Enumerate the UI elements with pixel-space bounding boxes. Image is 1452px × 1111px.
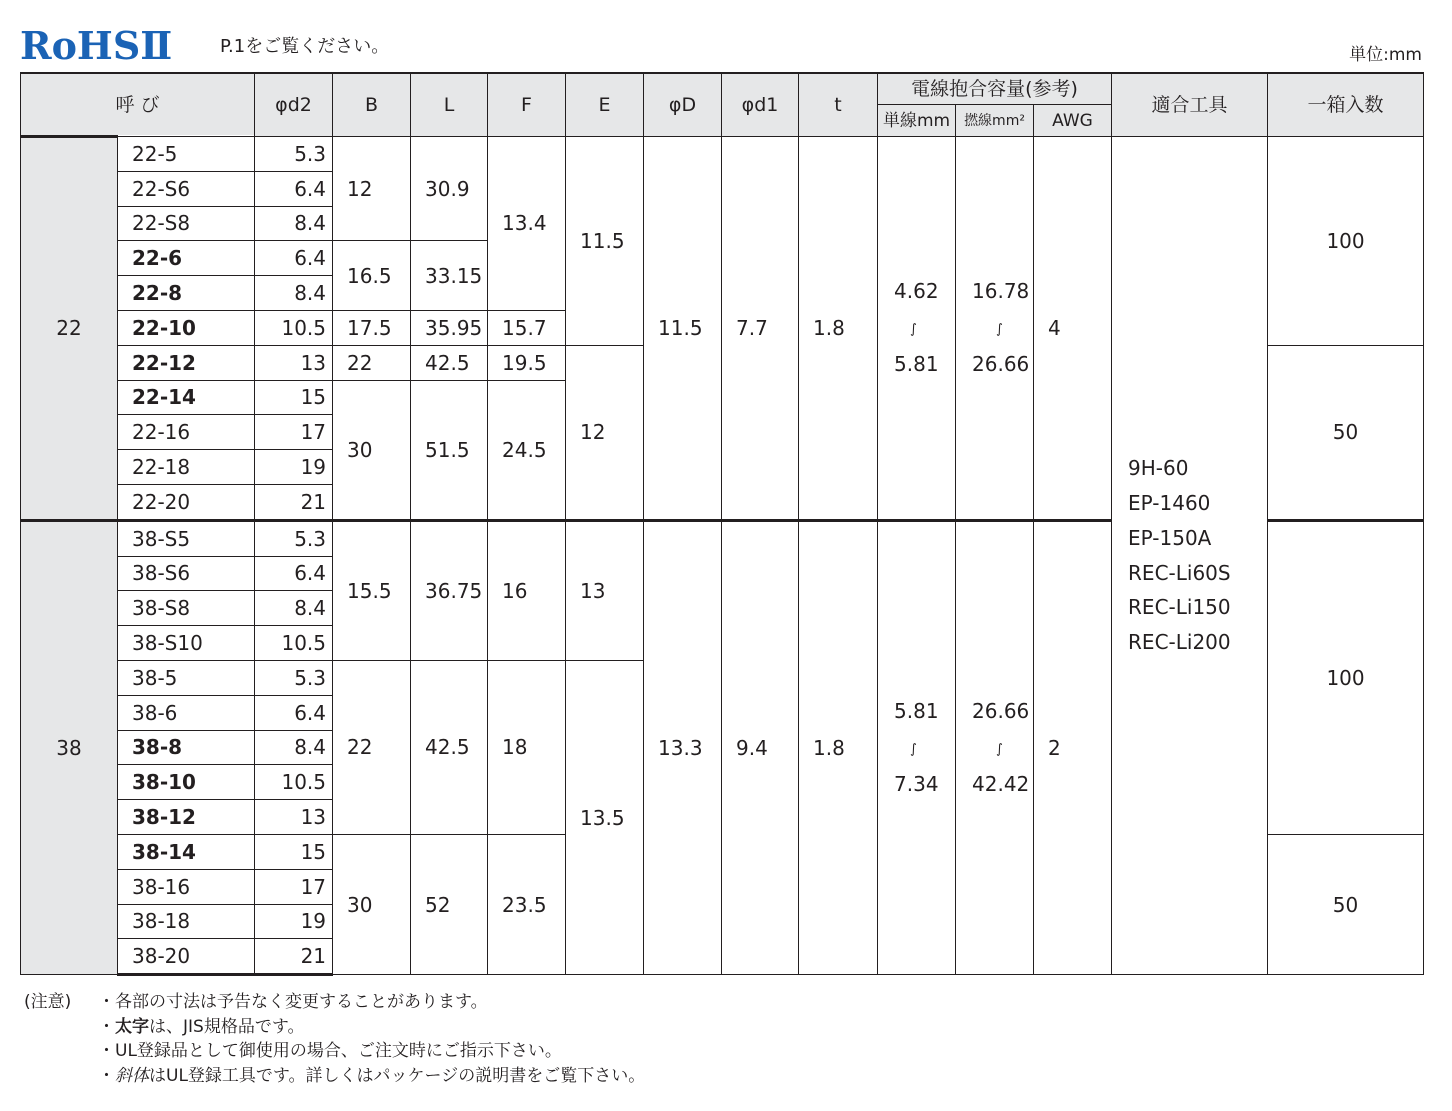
d2-value: 6.4 xyxy=(255,241,333,276)
t-value: 1.8 xyxy=(799,137,878,521)
size-name: 22-14 xyxy=(118,380,255,415)
size-name: 38-12 xyxy=(118,800,255,835)
size-name: 38-14 xyxy=(118,834,255,869)
size-name: 22-8 xyxy=(118,276,255,311)
notes-label: (注意) xyxy=(24,992,72,1012)
range-mark: ∫ xyxy=(910,321,917,337)
e-value: 12 xyxy=(566,345,644,520)
note-bold-word: 太字 xyxy=(115,1016,149,1037)
l-value: 51.5 xyxy=(411,380,488,520)
stranded-wire-range xyxy=(956,137,1034,521)
e-value: 13.5 xyxy=(566,660,644,974)
dd-value: 13.3 xyxy=(644,520,722,974)
stranded-wire-range xyxy=(956,520,1034,974)
l-value: 30.9 xyxy=(411,137,488,241)
single-wire-range xyxy=(878,137,956,521)
header-dd: φD xyxy=(644,73,722,137)
size-name: 38-20 xyxy=(118,939,255,975)
b-value: 22 xyxy=(333,345,411,380)
box-qty: 50 xyxy=(1268,345,1424,520)
size-name: 22-12 xyxy=(118,345,255,380)
d2-value: 17 xyxy=(255,869,333,904)
size-name: 22-16 xyxy=(118,415,255,450)
size-name: 22-6 xyxy=(118,241,255,276)
l-value: 42.5 xyxy=(411,660,488,834)
d2-value: 21 xyxy=(255,939,333,975)
tool-item: 9H-60 xyxy=(1128,456,1189,481)
header-f: F xyxy=(488,73,566,137)
size-group-22: 22 xyxy=(21,137,118,521)
box-qty: 50 xyxy=(1268,834,1424,974)
b-value: 30 xyxy=(333,380,411,520)
stranded-min: 16.78 xyxy=(972,278,1030,303)
header-wire-capacity: 電線抱合容量(参考) xyxy=(878,73,1112,105)
tool-item: REC-Li200 xyxy=(1128,629,1231,654)
size-name: 38-10 xyxy=(118,765,255,800)
table-row xyxy=(21,137,1424,172)
f-value: 23.5 xyxy=(488,834,566,974)
tool-item: EP-1460 xyxy=(1128,491,1211,516)
header-row-1 xyxy=(21,73,1424,105)
d2-value: 6.4 xyxy=(255,171,333,206)
size-name: 38-S6 xyxy=(118,556,255,591)
tool-item: EP-150A xyxy=(1128,525,1212,550)
t-value: 1.8 xyxy=(799,520,878,974)
note-line xyxy=(98,1015,645,1040)
size-name: 38-6 xyxy=(118,695,255,730)
notes-lines xyxy=(98,990,645,1088)
tool-item: REC-Li150 xyxy=(1128,595,1231,620)
awg-value: 2 xyxy=(1034,520,1112,974)
b-value: 17.5 xyxy=(333,310,411,345)
header-awg: AWG xyxy=(1034,105,1112,137)
d2-value: 21 xyxy=(255,484,333,520)
size-name: 38-5 xyxy=(118,660,255,695)
f-value: 24.5 xyxy=(488,380,566,520)
single-min: 5.81 xyxy=(894,698,939,723)
size-name: 22-20 xyxy=(118,484,255,520)
single-max: 5.81 xyxy=(894,352,939,377)
note-italic-word: 斜体 xyxy=(115,1065,149,1086)
header-t: t xyxy=(799,73,878,137)
size-name: 22-18 xyxy=(118,450,255,485)
size-name: 22-5 xyxy=(118,137,255,172)
size-name: 38-18 xyxy=(118,904,255,939)
note-line: ・UL登録品として御使用の場合、ご注文時にご指示下さい。 xyxy=(98,1041,562,1061)
l-value: 52 xyxy=(411,834,488,974)
b-value: 30 xyxy=(333,834,411,974)
d2-value: 17 xyxy=(255,415,333,450)
note-line xyxy=(98,1064,645,1089)
box-qty: 100 xyxy=(1268,137,1424,346)
d2-value: 19 xyxy=(255,904,333,939)
d2-value: 15 xyxy=(255,834,333,869)
size-name: 22-S8 xyxy=(118,206,255,241)
header-stranded-wire: 撚線mm² xyxy=(956,105,1034,137)
b-value: 16.5 xyxy=(333,241,411,311)
page-header xyxy=(20,20,1422,70)
d2-value: 6.4 xyxy=(255,556,333,591)
d2-value: 10.5 xyxy=(255,626,333,661)
size-name: 38-8 xyxy=(118,730,255,765)
d2-value: 10.5 xyxy=(255,765,333,800)
l-value: 36.75 xyxy=(411,520,488,660)
note-text: はUL登録工具です。詳しくはパッケージの説明書をご覧下さい。 xyxy=(149,1065,646,1086)
note-text: は、JIS規格品です。 xyxy=(149,1016,305,1037)
f-value: 13.4 xyxy=(488,137,566,311)
stranded-min: 26.66 xyxy=(972,698,1030,723)
size-name: 22-10 xyxy=(118,310,255,345)
d2-value: 15 xyxy=(255,380,333,415)
d2-value: 5.3 xyxy=(255,660,333,695)
dd-value: 11.5 xyxy=(644,137,722,521)
e-value: 11.5 xyxy=(566,137,644,346)
d1-value: 7.7 xyxy=(722,137,799,521)
size-group-38: 38 xyxy=(21,520,118,974)
header-d1: φd1 xyxy=(722,73,799,137)
d2-value: 19 xyxy=(255,450,333,485)
d2-value: 8.4 xyxy=(255,206,333,241)
size-name: 38-S10 xyxy=(118,626,255,661)
d2-value: 13 xyxy=(255,800,333,835)
header-tools: 適合工具 xyxy=(1112,73,1268,137)
range-mark: ∫ xyxy=(910,741,917,757)
l-value: 35.95 xyxy=(411,310,488,345)
e-value: 13 xyxy=(566,520,644,660)
l-value: 42.5 xyxy=(411,345,488,380)
d2-value: 8.4 xyxy=(255,276,333,311)
d1-value: 9.4 xyxy=(722,520,799,974)
b-value: 15.5 xyxy=(333,520,411,660)
range-mark: ∫ xyxy=(996,321,1003,337)
single-max: 7.34 xyxy=(894,772,939,797)
rohs-logo: RoHSⅡ xyxy=(20,23,173,68)
stranded-max: 26.66 xyxy=(972,352,1030,377)
header-box-qty: 一箱入数 xyxy=(1268,73,1424,137)
l-value: 33.15 xyxy=(411,241,488,311)
header-d2: φd2 xyxy=(255,73,333,137)
d2-value: 13 xyxy=(255,345,333,380)
box-qty: 100 xyxy=(1268,520,1424,834)
unit-label: 単位:mm xyxy=(1349,45,1422,65)
f-value: 15.7 xyxy=(488,310,566,345)
header-size: 呼 び xyxy=(21,73,255,137)
d2-value: 10.5 xyxy=(255,310,333,345)
f-value: 19.5 xyxy=(488,345,566,380)
b-value: 12 xyxy=(333,137,411,241)
d2-value: 6.4 xyxy=(255,695,333,730)
note-prefix: ・ xyxy=(98,1016,115,1037)
header-l: L xyxy=(411,73,488,137)
size-name: 38-S8 xyxy=(118,591,255,626)
d2-value: 5.3 xyxy=(255,137,333,172)
single-wire-range xyxy=(878,520,956,974)
awg-value: 4 xyxy=(1034,137,1112,521)
f-value: 16 xyxy=(488,520,566,660)
b-value: 22 xyxy=(333,660,411,834)
f-value: 18 xyxy=(488,660,566,834)
d2-value: 8.4 xyxy=(255,591,333,626)
header-single-wire: 単線mm xyxy=(878,105,956,137)
d2-value: 8.4 xyxy=(255,730,333,765)
spec-table xyxy=(20,72,1424,976)
size-name: 38-S5 xyxy=(118,520,255,556)
size-name: 22-S6 xyxy=(118,171,255,206)
stranded-max: 42.42 xyxy=(972,772,1030,797)
size-name: 38-16 xyxy=(118,869,255,904)
rohs-note: P.1をご覧ください。 xyxy=(220,36,390,57)
header-e: E xyxy=(566,73,644,137)
tool-item: REC-Li60S xyxy=(1128,560,1231,585)
note-line: ・各部の寸法は予告なく変更することがあります。 xyxy=(98,992,488,1012)
note-prefix: ・ xyxy=(98,1065,115,1086)
tools-cell xyxy=(1112,137,1268,975)
d2-value: 5.3 xyxy=(255,520,333,556)
single-min: 4.62 xyxy=(894,278,939,303)
range-mark: ∫ xyxy=(996,741,1003,757)
header-b: B xyxy=(333,73,411,137)
